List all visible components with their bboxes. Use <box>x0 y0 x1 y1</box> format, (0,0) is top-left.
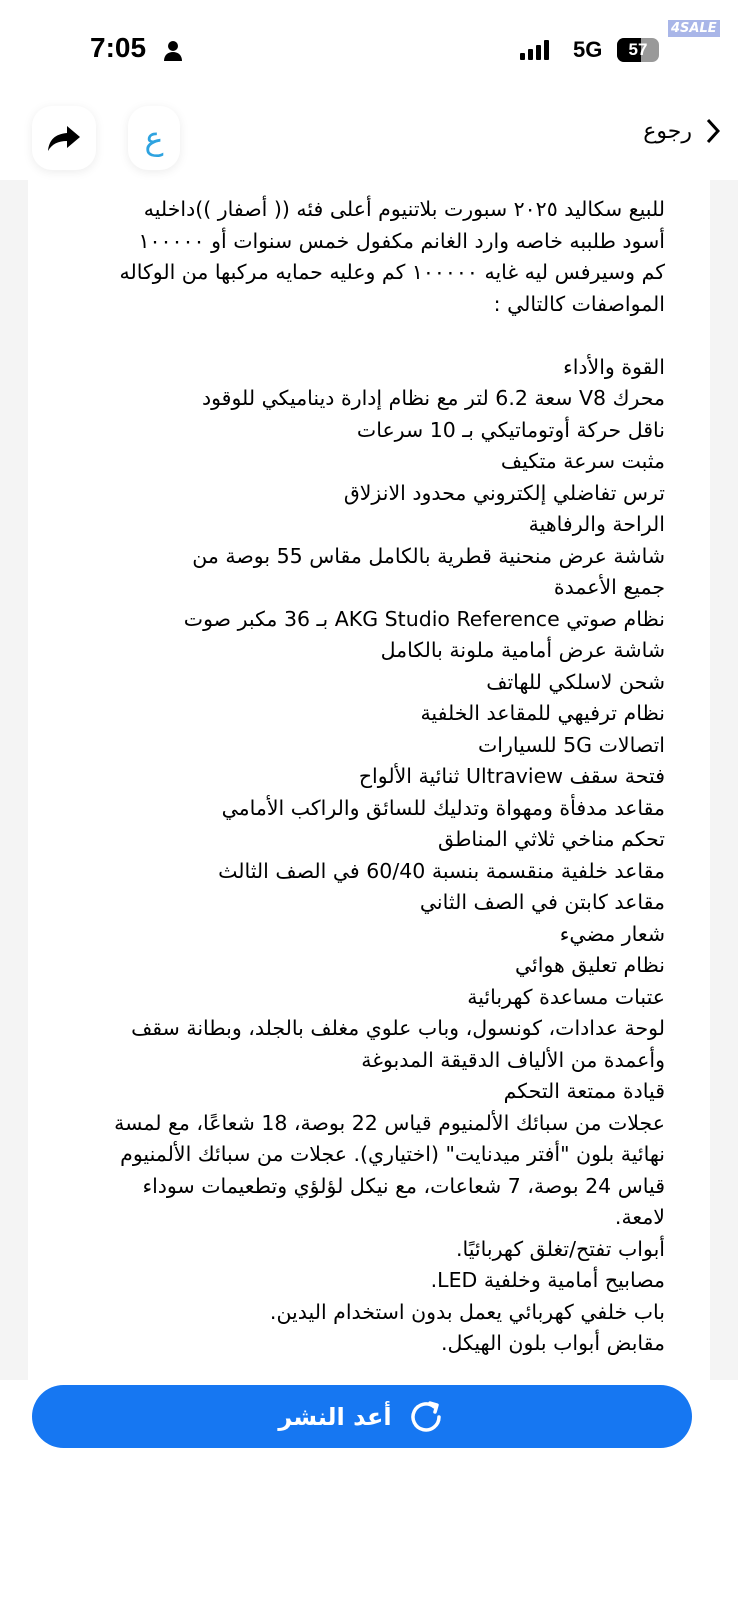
description-line: شاشة عرض منحنية قطرية بالكامل مقاس 55 بوصة من <box>192 543 665 568</box>
description-line: أسود طلببه خاصه وارد الغانم مكفول خمس سنوات أو ١٠٠٠٠٠ <box>138 228 665 253</box>
description-line: فتحة سقف Ultraview ثنائية الألواح <box>358 764 665 788</box>
refresh-icon <box>406 1397 446 1437</box>
description-line: عتبات مساعدة كهربائية <box>467 984 665 1009</box>
description-line: لامعة. <box>614 1205 665 1229</box>
description-line: شعار مضيء <box>559 921 665 946</box>
chevron-back-icon <box>706 118 720 144</box>
description-line: باب خلفي كهربائي يعمل بدون استخدام اليدين. <box>269 1299 665 1324</box>
description-line: المواصفات كالتالي : <box>493 291 665 316</box>
clock: 7:05 <box>90 32 147 63</box>
description-line: لوحة عدادات، كونسول، وباب علوي مغلف بالجلد، وبطانة سقف <box>131 1016 665 1040</box>
description-line: قياس 24 بوصة، 7 شعاعات، مع نيكل لؤلؤي وتطعيمات سوداء <box>142 1173 665 1198</box>
description-line: الراحة والرفاهية <box>528 512 665 536</box>
description-line: مقاعد مدفأة ومهواة وتدليك للسائق والراكب الأمامي <box>221 795 665 820</box>
description-card <box>28 180 710 1380</box>
description-line: قيادة ممتعة التحكم <box>503 1079 665 1103</box>
description-line: محرك V8 سعة 6.2 لتر مع نظام إدارة ديناميكي للوقود <box>201 386 665 410</box>
description-line: نظام صوتي AKG Studio Reference بـ 36 مكبر صوت <box>183 606 665 631</box>
description-line: القوة والأداء <box>563 354 665 379</box>
repost-label: أعد النشر <box>278 1402 392 1431</box>
description-line: عجلات من سبائك الألمنيوم قياس 22 بوصة، 18 شعاعًا، مع لمسة <box>114 1110 665 1135</box>
top-bar <box>0 100 738 176</box>
signal-icon <box>520 40 549 60</box>
description-line: مثبت سرعة متكيف <box>500 449 665 473</box>
description-line: ترس تفاضلي إلكتروني محدود الانزلاق <box>343 480 665 505</box>
description-line <box>48 320 665 352</box>
description-text <box>28 180 710 1360</box>
description-line: نظام ترفيهي للمقاعد الخلفية <box>420 701 665 725</box>
share-arrow-icon <box>47 124 81 152</box>
watermark-logo: 4SALE <box>668 20 720 37</box>
description-line: مصابيح أمامية وخلفية LED. <box>430 1268 665 1292</box>
network-type: 5G <box>573 37 603 62</box>
description-line: نهائية بلون "أفتر ميدنايت" (اختياري). عجلات من سبائك الألمنيوم <box>120 1142 665 1166</box>
person-icon <box>163 40 183 62</box>
battery-icon <box>617 38 659 62</box>
description-line: تحكم مناخي ثلاثي المناطق <box>438 827 665 851</box>
content-area[interactable] <box>0 180 738 1380</box>
description-line: وأعمدة من الألياف الدقيقة المدبوغة <box>361 1047 665 1072</box>
status-bar <box>0 0 738 100</box>
description-line: شاشة عرض أمامية ملونة بالكامل <box>380 638 665 662</box>
description-line: للبيع سكاليد ٢٠٢٥ سبورت بلاتنيوم أعلى فئه (( أصفار ))داخليه <box>143 197 665 221</box>
description-line: كم وسيرفس ليه غايه ١٠٠٠٠٠ كم وعليه حمايه مركبها من الوكاله <box>119 260 665 284</box>
description-line: ناقل حركة أوتوماتيكي بـ 10 سرعات <box>356 417 665 442</box>
translate-button[interactable] <box>128 106 180 170</box>
description-line: أبواب تفتح/تغلق كهربائيًا. <box>455 1236 665 1261</box>
description-line: شحن لاسلكي للهاتف <box>486 669 665 694</box>
share-button[interactable] <box>32 106 96 170</box>
description-line: مقاعد كابتن في الصف الثاني <box>419 890 665 914</box>
battery-level: 57 <box>628 40 648 59</box>
description-line: نظام تعليق هوائي <box>514 953 665 977</box>
translate-label: ع <box>144 119 164 157</box>
description-line: مقابض أبواب بلون الهيكل. <box>440 1331 665 1355</box>
description-line: اتصالات 5G للسيارات <box>477 732 665 757</box>
back-button[interactable] <box>643 118 720 144</box>
back-label: رجوع <box>643 118 692 144</box>
description-line: مقاعد خلفية منقسمة بنسبة 60/40 في الصف الثالث <box>218 858 665 883</box>
description-line: جميع الأعمدة <box>553 575 665 599</box>
repost-button[interactable] <box>32 1385 692 1448</box>
